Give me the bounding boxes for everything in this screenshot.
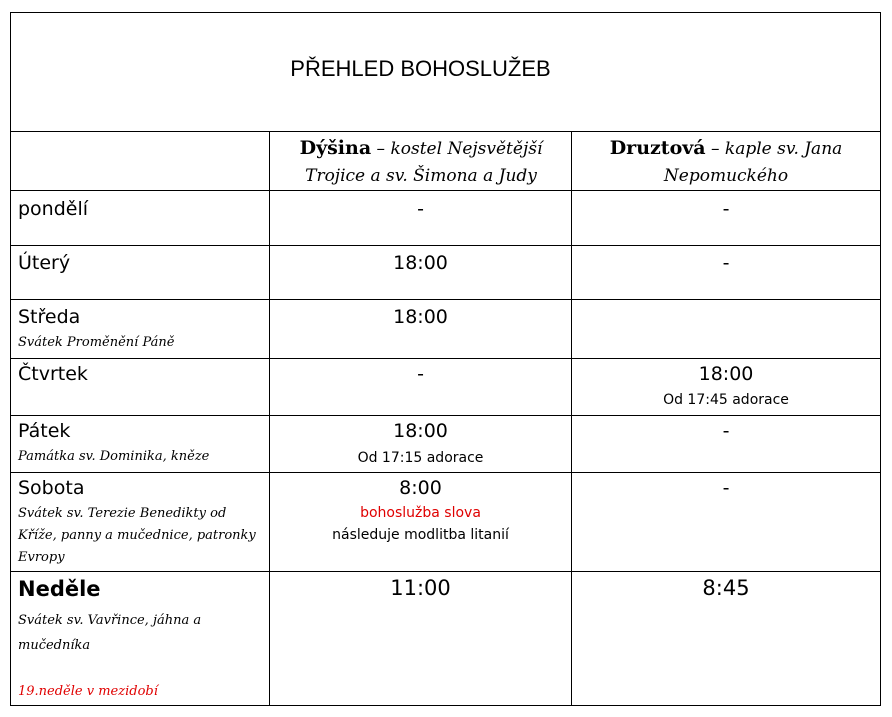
table-border — [10, 358, 881, 359]
table-border — [10, 190, 881, 191]
day-note: Svátek sv. Terezie Benedikty od Kříže, panny a mučednice, patronky Evropy — [18, 506, 256, 565]
column-description: kostel Nejsvětější Trojice a sv. Šimona a Judy — [305, 139, 543, 186]
dysina-note-red: bohoslužba slova — [360, 505, 481, 521]
druztova-note: Od 17:45 adorace — [663, 392, 789, 408]
table-border — [10, 571, 881, 572]
schedule-table — [10, 12, 881, 706]
page-title: PŘEHLED BOHOSLUŽEB — [290, 56, 551, 81]
day-note-red: 19.neděle v mezidobí — [18, 684, 158, 699]
column-name: Druztová — [609, 137, 706, 159]
column-description: kaple sv. Jana Nepomuckého — [663, 139, 843, 186]
druztova-time: 8:45 — [702, 576, 750, 600]
table-border — [10, 705, 881, 706]
dysina-time: 11:00 — [390, 576, 451, 600]
druztova-time: 18:00 — [698, 363, 754, 385]
day-label: Úterý — [18, 252, 71, 274]
table-border — [10, 472, 881, 473]
day-note: Svátek sv. Vavřince, jáhna a mučedníka — [18, 613, 202, 653]
table-border — [10, 12, 881, 13]
column-header-druztova — [580, 135, 872, 190]
day-label: Sobota — [18, 477, 85, 499]
day-label: pondělí — [18, 198, 89, 220]
table-border — [880, 12, 881, 706]
dysina-note: následuje modlitba litanií — [332, 527, 509, 543]
dysina-time: - — [417, 198, 424, 220]
druztova-time: - — [722, 198, 730, 220]
dysina-time: - — [417, 363, 424, 385]
column-separator: – — [371, 139, 391, 159]
table-border — [10, 12, 11, 706]
day-label: Čtvrtek — [18, 363, 88, 385]
druztova-time: - — [722, 477, 730, 499]
day-note: Památka sv. Dominika, kněze — [18, 449, 210, 464]
druztova-time: - — [722, 420, 730, 442]
day-label: Pátek — [18, 420, 71, 442]
druztova-time: - — [722, 252, 730, 274]
column-name: Dýšina — [299, 137, 372, 159]
table-border — [10, 245, 881, 246]
dysina-time: 8:00 — [399, 477, 442, 499]
dysina-note: Od 17:15 adorace — [357, 450, 484, 466]
dysina-time: 18:00 — [393, 420, 448, 442]
dysina-time: 18:00 — [393, 306, 448, 328]
day-label: Středa — [18, 306, 81, 328]
table-border — [10, 299, 881, 300]
day-label: Neděle — [18, 577, 101, 601]
column-separator: – — [705, 139, 725, 159]
table-border — [10, 415, 881, 416]
table-border — [10, 131, 881, 132]
day-note: Svátek Proměnění Páně — [18, 335, 175, 350]
column-header-dysina — [276, 135, 566, 190]
dysina-time: 18:00 — [393, 252, 448, 274]
